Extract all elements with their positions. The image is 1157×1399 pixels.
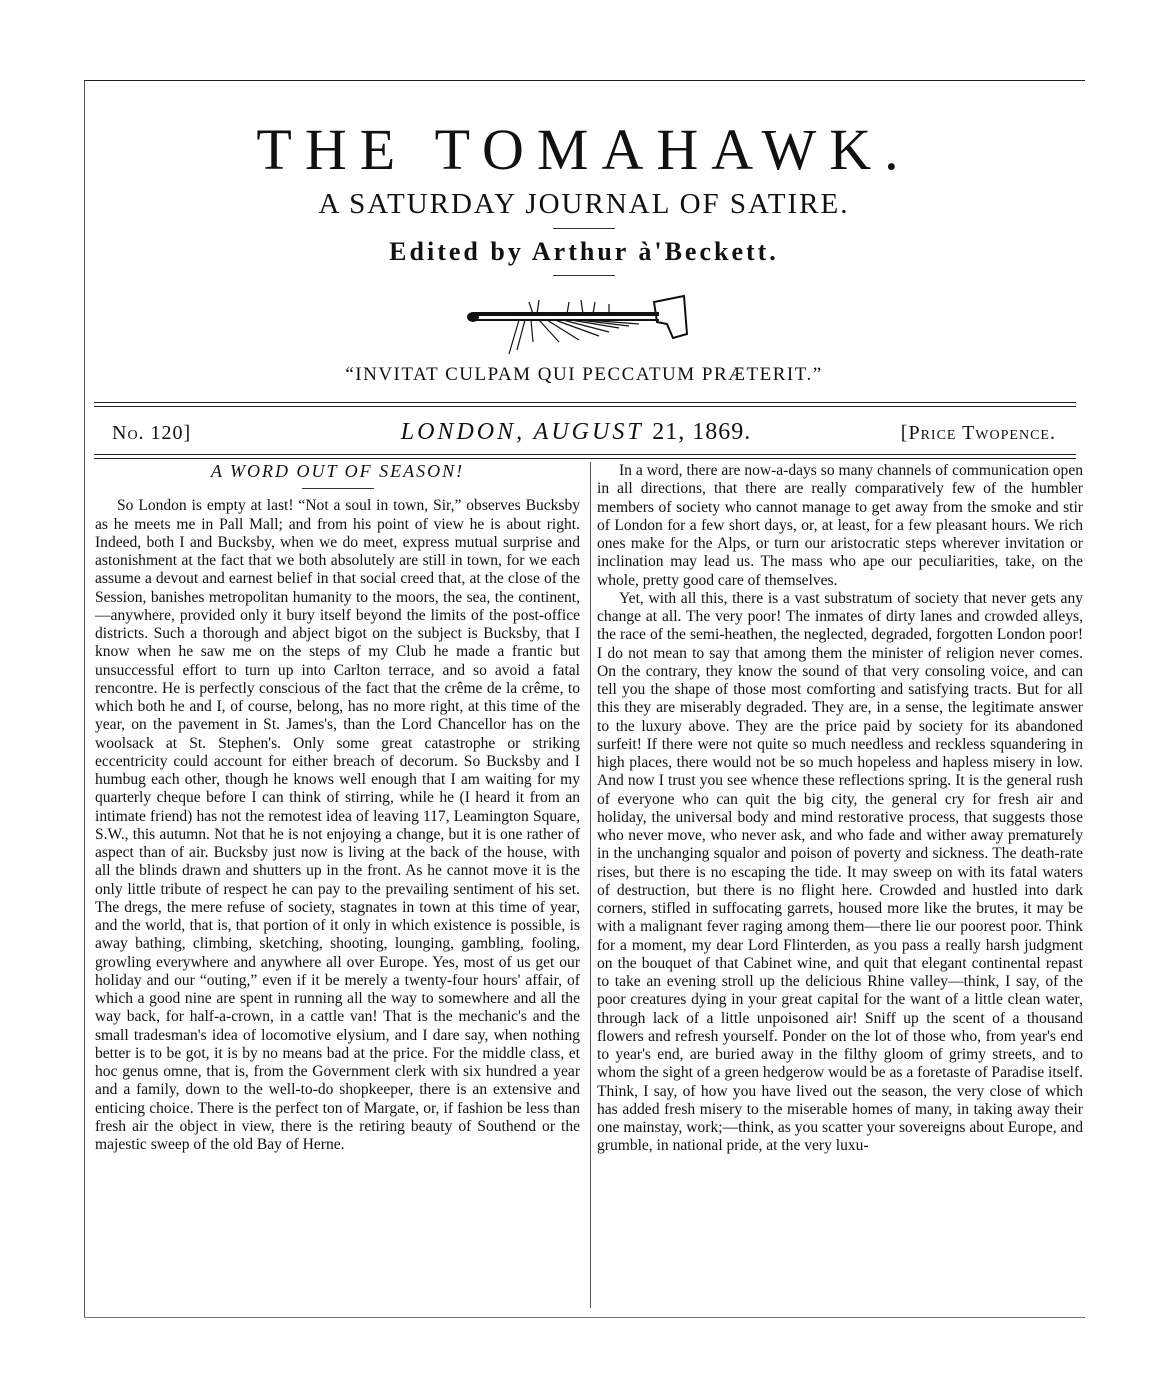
editor-line: Edited by Arthur à'Beckett. [389, 237, 779, 266]
article-left-column [95, 462, 580, 1154]
dateline-bar [94, 402, 1076, 459]
article-headline: A WORD OUT OF SEASON! [210, 461, 465, 481]
newspaper-title: THE TOMAHAWK. [256, 117, 912, 182]
headline-rule [302, 488, 374, 489]
column-divider [590, 462, 591, 1308]
article-paragraph: Yet, with all this, there is a vast substratum of society that never gets any change at all. The very poor! The inmates of dirty lanes and crowded alleys, the race of the semi-heathen, the neglected, degraded, forgotten London poor! I do not mean to say that among them the minister of religion never comes. On the contrary, they know the sound of that very consoling voice, and can tell you the shape of those most comforting and satisfying tracts. But for all this they are miserably degraded. They are, in a sense, the legitimate answer to the luxury above. They are the price paid by society for its abandoned surfeit! If there were not quite so much needless and reckless squandering in high places, there would not be so much hopeless and hapless misery in low. And now I trust you see whence these reflections spring. It is the general rush of everyone who can quit the big city, the general cry for fresh air and holiday, the universal body and mind restorative process, that suggests those who never move, who never ask, and who fade and wither away prematurely in the unchanging squalor and poison of poverty and sickness. The death-rate rises, but there is no escaping the tide. It may sweep on with its fatal waters of destruction, but there is no flight here. Crowded and hustled into dark corners, stifled in suffocating garrets, housed more like the brutes, it may be with a malignant fever raging among them—there lie our poorest poor. Think for a moment, my dear Lord Flinterden, as you pass a really harsh judgment on the bouquet of that Cabinet wine, and quit that elegant continental repast to take an evening stroll up the delicious Rhine valley—think, I say, of the poor creatures dying in your great capital for the want of a little clean water, through lack of a little unpoisoned air! Sniff up the scent of a thousand flowers and refresh yourself. Ponder on the lot of those who, from year's end to year's end, are buried away in the filthy gloom of grimy streets, and to whom the sight of a green hedgerow would be as a foretaste of Paradise itself. Think, I say, of how you have lived out the season, the very close of which has added fresh misery to the miserable homes of many, in taking away their one mainstay, work;—think, as you scatter your sovereigns about Europe, and grumble, in national pride, at the very luxu- [597, 589, 1083, 1155]
ornament-rule [553, 275, 615, 276]
tomahawk-illustration [459, 288, 709, 360]
issue-day-year: 21, 1869. [652, 419, 752, 445]
issue-place: LONDON, AUGUST [400, 419, 644, 445]
newspaper-subtitle: A SATURDAY JOURNAL OF SATIRE. [318, 188, 850, 220]
double-rule [94, 454, 1076, 459]
motto: “INVITAT CULPAM QUI PECCATUM PRÆTERIT.” [345, 364, 823, 385]
bottom-rule [84, 1317, 1084, 1318]
dateline [94, 407, 1076, 454]
article-right-column [597, 462, 1083, 1156]
issue-date [401, 419, 752, 446]
article-paragraph: So London is empty at last! “Not a soul in town, Sir,” observes Bucksby as he meets me in Pall Mall; and from his point of view he is about right. Indeed, both I and Bucksby, when we do meet, express mutual surprise and astonishment at the fact that we both absolutely are still in town, for we each assume a devout and earnest belief in that social creed that, at the close of the Session, banishes metropolitan humanity to the moors, the sea, the continent,—anywhere, provided only it bury itself beyond the limits of the post-office districts. Such a thorough and abject bigot on the subject is Bucksby, that I know when he saw me on the steps of my Club he made a frantic but unsuccessful effort to turn up into Carlton terrace, and so avoid a fatal rencontre. He is perfectly conscious of the fact that the crême de la crême, to which both he and I, of course, belong, has no more right, at this time of the year, on the pavement in St. James's, than the Lord Chancellor has on the woolsack at St. Stephen's. Only some great catastrophe or striking eccentricity could account for either breach of decorum. So Bucksby and I humbug each other, though he knows well enough that I am waiting for my quarterly cheque before I can think of stirring, while he (I heard it from an intimate friend) has not the remotest idea of leaving 117, Leamington Square, S.W., this autumn. Not that he is not enjoying a change, but it is one rather of aspect than of air. Bucksby just now is living at the back of the house, with all the blinds drawn and shutters up in the front. As he cannot move it is the only little tribute of respect he can pay to the prevailing sentiment of his set. The dregs, the mere refuse of society, stagnates in town at this time of year, and the world, that is, that portion of it only in which existence is possible, is away bathing, climbing, sketching, shooting, lounging, gambling, fooling, growling everywhere and anywhere all over Europe. Yes, most of us get our holiday and our “outing,” even if it be merely a twenty-four hours' affair, of which a good nine are spent in running all the way to somewhere and all the way back, for half-a-crown, in a cattle van! That is the mechanic's and the small tradesman's idea of locomotive elysium, and I dare say, when nothing better is to be got, it is by no means bad at the price. For the middle class, et hoc genus omne, that is, from the Government clerk with six hundred a year and a family, down to the well-to-do shopkeeper, there is an extensive and enticing choice. There is the perfect ton of Margate, or, if fashion be less than fresh air the object in view, there is the retiring beauty of Southend or the majestic sweep of the old Bay of Herne. [95, 497, 580, 1153]
article-paragraph: In a word, there are now-a-days so many channels of communication open in all directions, that there are really comparatively few of the humbler members of society who cannot manage to get away from the smoke and stir of London for a few short days, or, at least, for a few pleasant hours. We rich ones make for the Alps, or turn our aristocratic steps wherever invitation or inclination may lead us. The mass who ape our peculiarities, take, on the whole, pretty good care of themselves. [597, 462, 1083, 589]
masthead [84, 117, 1084, 386]
ornament-rule [553, 228, 615, 229]
issue-price: [Price Twopence. [900, 422, 1056, 444]
issue-number: No. 120] [112, 422, 192, 444]
